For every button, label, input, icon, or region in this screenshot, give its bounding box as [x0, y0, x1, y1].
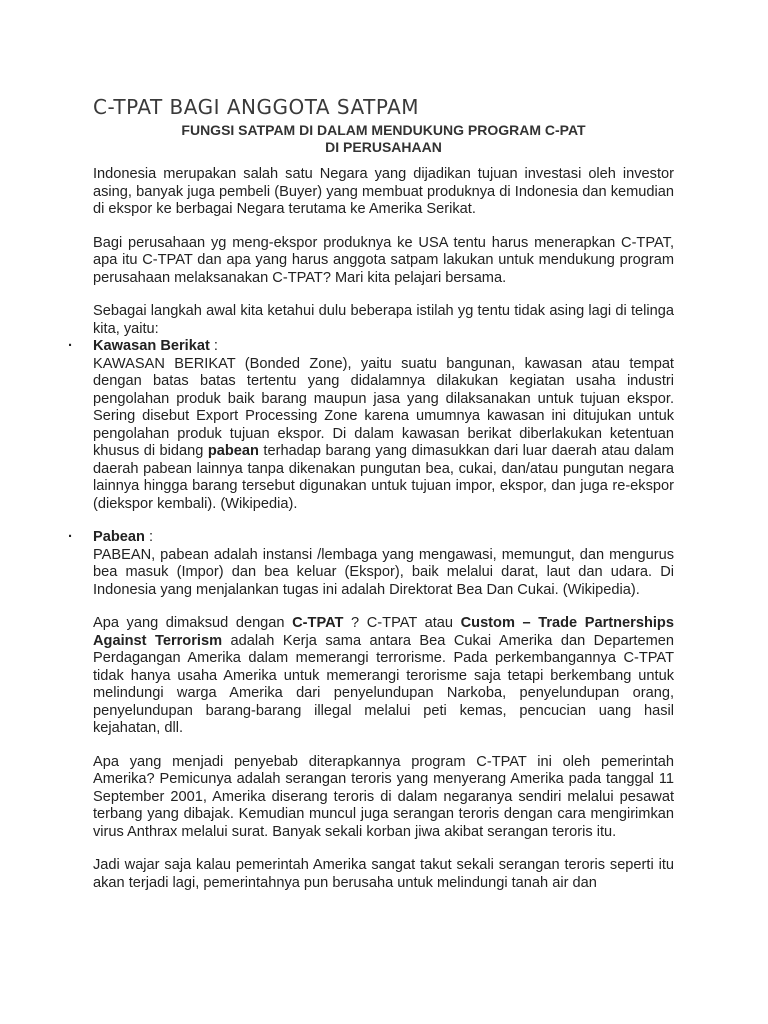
paragraph-intro: Indonesia merupakan salah satu Negara yang dijadikan tujuan investasi oleh investor asing, banyak juga pembeli (Buyer) yang membuat produknya di Indonesia dan kemudian di ekspor ke berbagai Negara terutama ke Amerika Serikat. — [93, 166, 674, 217]
paragraph-conclusion: Jadi wajar saja kalau pemerintah Amerika sangat takut sekali serangan teroris seperti itu akan terjadi lagi, pemerintahnya pun berusaha untuk melindungi tanah air dan — [93, 857, 674, 891]
term-pabean — [68, 529, 674, 599]
term-kawasan-berikat — [68, 338, 675, 513]
document-subtitle — [93, 122, 674, 156]
paragraph-terms-intro: Sebagai langkah awal kita ketahui dulu beberapa istilah yg tentu tidak asing lagi di telinga kita, yaitu: — [93, 303, 674, 337]
paragraph-ctpat-export: Bagi perusahaan yg meng-ekspor produknya ke USA tentu harus menerapkan C-TPAT, apa itu C-TPAT dan apa yang harus anggota satpam lakukan untuk mendukung program perusahaan melaksanakan C-TPAT? Mari kita pelajari bersama. — [93, 234, 674, 286]
paragraph-ctpat-cause: Apa yang menjadi penyebab diterapkannya program C-TPAT ini oleh pemerintah Amerika? Pemicunya adalah serangan teroris yang menyerang Amerika pada tanggal 11 September 2001, Amerika diserang teroris di dalam negaranya sendiri melalui pesawat terbang yang dibajak. Kemudian muncul juga serangan teroris dengan cara mengirimkan virus Anthrax melalui surat. Banyak sekali korban jiwa akibat serangan teroris itu. — [93, 753, 674, 840]
bullet-icon: · — [68, 529, 73, 545]
term-definition: KAWASAN BERIKAT (Bonded Zone), yaitu suatu bangunan, kawasan atau tempat dengan batas batas tertentu yang didalamnya dilakukan kegiatan usaha industri pengolahan produk baik barang maupun jasa yang dilaksanakan untuk tujuan ekspor. Sering disebut Export Processing Zone karena umumnya kawasan ini ditujukan untuk pengolahan produk tujuan ekspor. Di dalam kawasan berikat diberlakukan ketentuan khusus di bidang pabean terhadap barang yang dimasukkan dari luar daerah atau dalam daerah pabean lainnya tanpa dikenakan pungutan bea, cukai, dan/atau pungutan negara lainnya hingga barang tersebut digunakan untuk tujuan impor, ekspor, dan juga re-ekspor (diekspor kembali). (Wikipedia). — [93, 355, 675, 512]
term-definition: PABEAN, pabean adalah instansi /lembaga yang mengawasi, memungut, dan mengurus bea masuk (Impor) dan bea keluar (Ekspor), baik melalui darat, laut dan udara. Di Indonesia yang menjalankan tugas ini adalah Direktorat Bea Dan Cukai. (Wikipedia). — [93, 546, 674, 598]
bullet-icon: · — [68, 338, 73, 354]
term-name: Kawasan Berikat — [93, 338, 210, 354]
term-separator: : — [209, 338, 218, 354]
document-title: C-TPAT BAGI ANGGOTA SATPAM — [93, 95, 420, 119]
term-name: Pabean — [93, 529, 145, 545]
paragraph-ctpat-definition: Apa yang dimaksud dengan C-TPAT ? C-TPAT atau Custom – Trade Partnerships Against Terrorism adalah Kerja sama antara Bea Cukai Amerika dan Departemen Perdagangan Amerika dalam memerangi terrorisme. Pada perkembangannya C-TPAT tidak hanya usaha Amerika untuk memerangi terorisme saja tetapi berkembang untuk melindungi warga Amerika dari penyelundupan Narkoba, penyelundupan orang, penyelundupan barang-barang illegal melalui peti kemas, pencucian uang hasil kejahatan, dll. — [93, 615, 674, 736]
bold-pabean: pabean — [207, 443, 259, 459]
subtitle-line-1: FUNGSI SATPAM DI DALAM MENDUKUNG PROGRAM C-PAT — [181, 122, 586, 138]
subtitle-line-2: DI PERUSAHAAN — [325, 139, 442, 155]
term-separator: : — [144, 529, 154, 545]
document-body — [68, 166, 675, 908]
